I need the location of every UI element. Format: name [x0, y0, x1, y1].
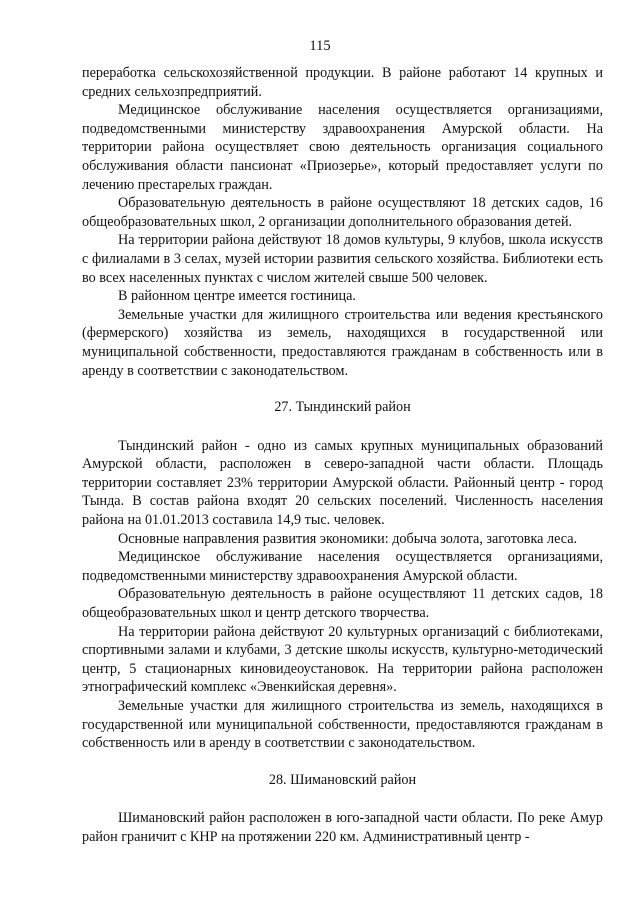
section-heading: 28. Шимановский район	[268, 771, 417, 788]
paragraph: На территории района действуют 20 культурных организаций с библиотеками, спортивными залами и клубами, 3 детские школы искусств, культурно-методический центр, 5 стационарных киновидеоустановок. На территории района расположен этнографический комплекс «Эвенкийская деревня».	[82, 623, 603, 696]
paragraph: На территории района действуют 18 домов культуры, 9 клубов, школа искусств с филиалами в 3 селах, музей истории развития сельского хозяйства. Библиотеки есть во всех населенных пунктах с числом жителей свыше 500 человек.	[82, 232, 603, 286]
section-heading: 27. Тындинский район	[274, 399, 411, 416]
paragraph: Образовательную деятельность в районе осуществляют 18 детских садов, 16 общеобразовательных школ, 2 организации дополнительного образования детей.	[82, 195, 603, 230]
paragraph: Медицинское обслуживание населения осуществляется организациями, подведомственными министерству здравоохранения Амурской области.	[82, 549, 603, 584]
paragraph: Земельные участки для жилищного строительства из земель, находящихся в государственной или муниципальной собственности, предоставляются гражданам в собственность или в аренду в соответствии с законодательством.	[82, 698, 603, 752]
document-body	[82, 64, 603, 847]
paragraph: В районном центре имеется гостиница.	[118, 288, 356, 305]
paragraph: Образовательную деятельность в районе осуществляют 11 детских садов, 18 общеобразовательных школ и центр детского творчества.	[82, 586, 603, 622]
paragraph: Земельные участки для жилищного строительства или ведения крестьянского (фермерского) хозяйства из земель, находящихся в государственной или муниципальной собственности, предоставляются гражданам в собственность или в аренду в соответствии с законодательством.	[82, 306, 603, 379]
paragraph: переработка сельскохозяйственной продукции. В районе работают 14 крупных и средних сельхозпредприятий.	[82, 65, 603, 100]
paragraph: Тындинский район - одно из самых крупных муниципальных образований Амурской области, расположен в северо-западной части области. Площадь территории составляет 23% территории Амурской области. Районный центр - город Тында. В состав района входят 20 сельских поселений. Численность населения района на 01.01.2013 составила 14,9 тыс. человек.	[82, 437, 603, 529]
paragraph: Шимановский район расположен в юго-западной части области. По реке Амур район граничит с КНР на протяжении 220 км. Административный центр -	[82, 810, 603, 845]
page-number: 115	[309, 38, 331, 54]
paragraph: Медицинское обслуживание населения осуществляется организациями, подведомственными министерству здравоохранения Амурской области. На территории района осуществляет свою деятельность организация социального обслуживания области пансионат «Приозерье», который предоставляет услуги по лечению престарелых граждан.	[82, 102, 603, 193]
paragraph: Основные направления развития экономики: добыча золота, заготовка леса.	[118, 530, 578, 547]
